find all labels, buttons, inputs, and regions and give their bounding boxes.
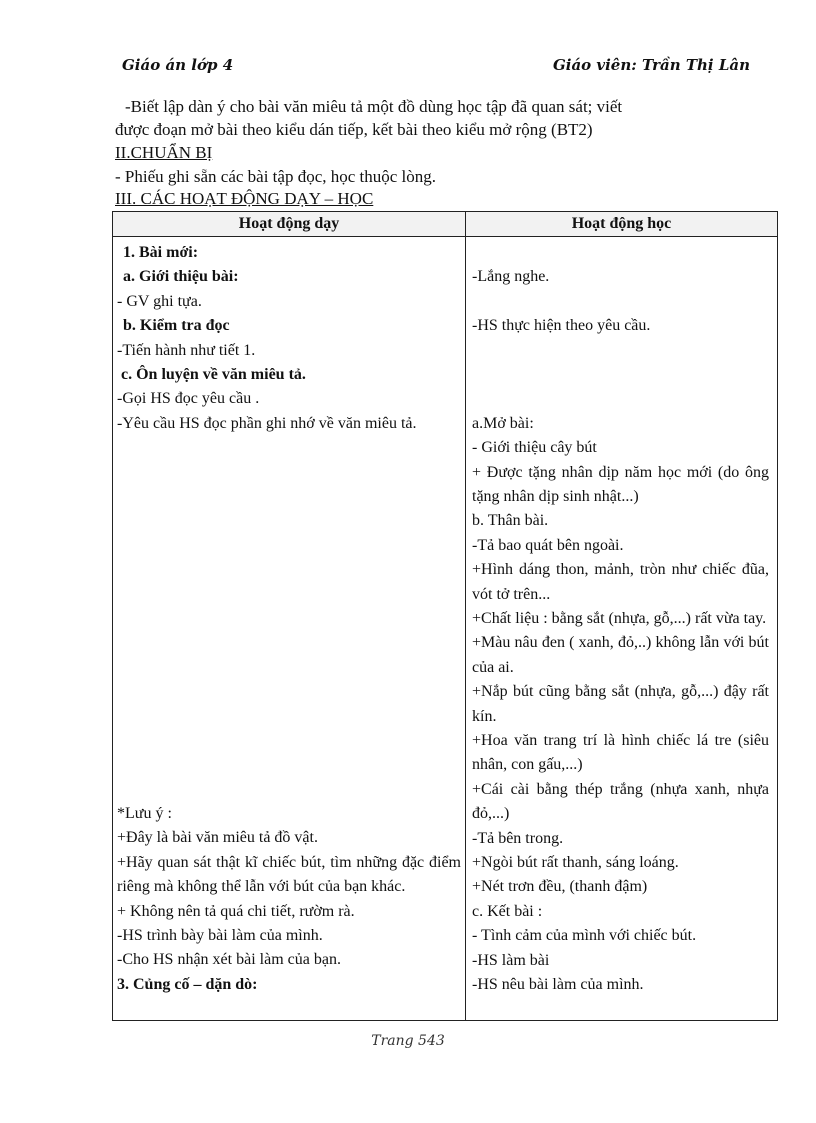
learn-body-material: +Chất liệu : bằng sắt (nhựa, gỗ,...) rất vừa tay. [472, 609, 767, 627]
activities-table [112, 211, 778, 1021]
intro-line-2: được đoạn mở bài theo kiểu dán tiếp, kết bài theo kiểu mở rộng (BT2) [115, 120, 593, 139]
header-teacher-label: Giáo viên: Trần Thị Lân [552, 56, 750, 74]
header-class-label: Giáo án lớp 4 [122, 56, 234, 74]
header-teaching: Hoạt động dạy [113, 212, 466, 237]
learn-opening-1: - Giới thiệu cây bút [472, 439, 597, 457]
learn-do-work: -HS làm bài [472, 951, 550, 969]
learn-body-color: +Màu nâu đen ( xanh, đỏ,..) không lẫn với bút của ai. [472, 634, 769, 676]
header-learning: Hoạt động học [466, 212, 778, 237]
teach-read-notes: -Yêu cầu HS đọc phần ghi nhớ về văn miêu tả. [117, 414, 417, 432]
learn-body-pattern: +Hoa văn trang trí là hình chiếc lá tre (siêu nhân, con gấu,...) [472, 731, 769, 774]
page-number: Trang 543 [371, 1033, 445, 1049]
learn-listen: -Lắng nghe. [472, 268, 550, 286]
teach-note-1: +Đây là bài văn miêu tả đồ vật. [117, 829, 318, 847]
learn-ending: c. Kết bài : [472, 902, 543, 920]
learn-body-inside: -Tả bên trong. [472, 829, 564, 847]
teach-peer-review: -Cho HS nhận xét bài làm của bạn. [117, 951, 341, 969]
learning-column [466, 237, 778, 1021]
table-row [113, 237, 778, 1021]
teach-proceed: -Tiến hành như tiết 1. [117, 341, 256, 359]
teach-intro: a. Giới thiệu bài: [123, 268, 239, 286]
intro-line-1: -Biết lập dàn ý cho bài văn miêu tả một đồ dùng học tập đã quan sát; viết [125, 97, 623, 116]
teach-note-3: + Không nên tả quá chi tiết, rườm rà. [117, 902, 355, 920]
learn-ending-1: - Tình cảm của mình với chiếc bút. [472, 927, 697, 945]
learn-body-outside: -Tả bao quát bên ngoài. [472, 536, 624, 554]
teach-review: c. Ôn luyện về văn miêu tả. [121, 365, 306, 383]
learn-body-shape: +Hình dáng thon, mảnh, tròn như chiếc đũa, vót tở trên... [472, 561, 769, 603]
teach-present: -HS trình bày bài làm của mình. [117, 926, 323, 944]
learn-body-nib: +Ngòi bút rất thanh, sáng loáng. [472, 853, 679, 871]
section-activities-heading: III. CÁC HOẠT ĐỘNG DẠY – HỌC [115, 189, 374, 208]
teaching-column [113, 237, 466, 1021]
teach-wrap-up: 3. Củng cố – dặn dò: [117, 975, 258, 993]
learn-follow: -HS thực hiện theo yêu cầu. [472, 317, 651, 335]
learn-body-cap: +Nắp bút cũng bằng sắt (nhựa, gỗ,...) đậy rất kín. [472, 683, 769, 725]
learn-present: -HS nêu bài làm của mình. [472, 975, 644, 993]
table-header-row [113, 212, 778, 237]
learn-opening: a.Mở bài: [472, 414, 534, 432]
teach-new-lesson: 1. Bài mới: [123, 244, 199, 261]
learn-body-clip: +Cái cài bằng thép trắng (nhựa xanh, nhựa đỏ,...) [472, 780, 769, 823]
teach-call-student: -Gọi HS đọc yêu cầu . [117, 390, 260, 408]
learn-body-stroke: +Nét trơn đều, (thanh đậm) [472, 878, 648, 896]
learn-opening-2: + Được tặng nhân dịp năm học mới (do ông tặng nhân dịp sinh nhật...) [472, 463, 769, 505]
section-preparation-item: - Phiếu ghi sẵn các bài tập đọc, học thuộc lòng. [115, 167, 437, 186]
teach-reading-check: b. Kiểm tra đọc [123, 317, 230, 335]
learn-body: b. Thân bài. [472, 512, 549, 530]
teach-note-title: *Lưu ý : [117, 805, 172, 822]
teach-note-2: +Hãy quan sát thật kĩ chiếc bút, tìm những đặc điểm riêng mà không thể lẫn với bút của bạn khác. [117, 853, 461, 896]
section-preparation-heading: II.CHUẨN BỊ [115, 143, 213, 162]
teach-write-title: - GV ghi tựa. [117, 292, 202, 310]
